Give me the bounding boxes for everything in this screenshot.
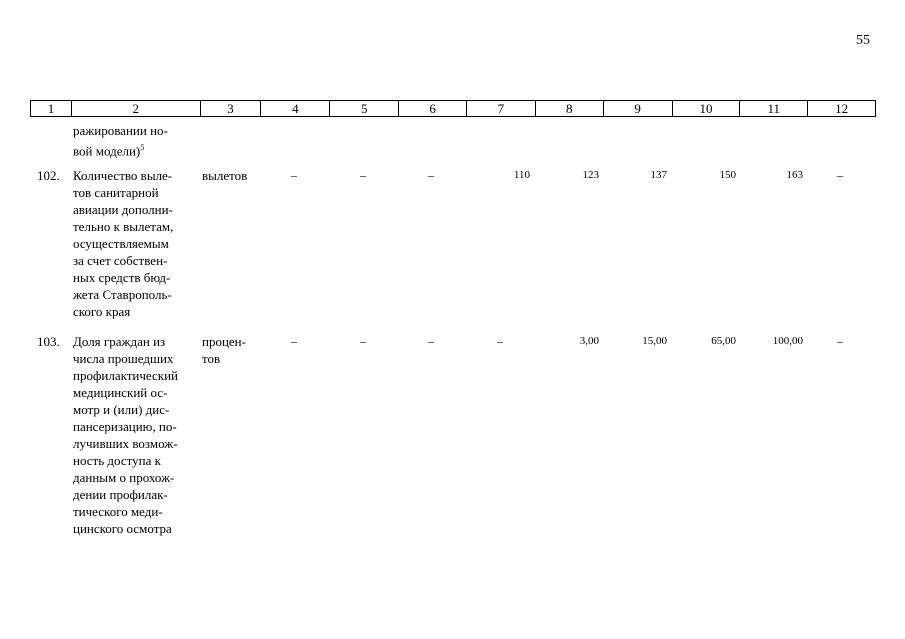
row-103-name-1: Доля граждан из (73, 334, 166, 349)
row-103-name-10: дении профилак- (73, 487, 168, 502)
row-102-col-6: – (428, 168, 434, 182)
row-103-col-7: – (497, 334, 503, 348)
header-col-10: 10 (672, 101, 740, 116)
page-number: 55 (856, 33, 870, 48)
row-103-unit-2: тов (202, 351, 221, 366)
table-header-row (30, 100, 876, 117)
row-103-name-11: тического меди- (73, 504, 163, 519)
header-col-11: 11 (739, 101, 807, 116)
row-102-name-4: тельно к вылетам, (73, 219, 174, 234)
row-103-col-8: 3,00 (579, 335, 599, 347)
row-102-col-12: – (837, 168, 843, 182)
footnote-mark: 5 (140, 143, 145, 152)
row-103-name-4: медицинский ос- (73, 385, 168, 400)
header-col-4: 4 (260, 101, 329, 116)
continued-text-line-1: ражировании но- (73, 123, 168, 138)
row-103-col-9: 15,00 (642, 335, 667, 347)
row-102-col-7: 110 (513, 169, 530, 181)
row-102-name-6: за счет собствен- (73, 253, 168, 268)
row-102-unit: вылетов (202, 168, 248, 183)
row-102-number: 102. (37, 168, 60, 183)
row-102-name-8: жета Ставрополь- (73, 287, 172, 302)
row-103-col-4: – (291, 334, 297, 348)
row-103-name-9: данным о прохож- (73, 470, 175, 485)
row-103-name-6: пансеризацию, по- (73, 419, 177, 434)
row-103-unit-1: процен- (202, 334, 246, 349)
row-103-col-12: – (837, 334, 843, 348)
header-col-2: 2 (71, 101, 200, 116)
header-col-5: 5 (329, 101, 398, 116)
row-102-col-8: 123 (582, 169, 599, 181)
header-col-7: 7 (466, 101, 535, 116)
header-col-6: 6 (398, 101, 466, 116)
row-102-name-7: ных средств бюд- (73, 270, 171, 285)
row-102-name-1: Количество выле- (73, 168, 173, 183)
header-col-3: 3 (200, 101, 261, 116)
row-103-col-6: – (428, 334, 434, 348)
header-col-9: 9 (603, 101, 672, 116)
row-103-name-5: мотр и (или) дис- (73, 402, 170, 417)
row-103-col-11: 100,00 (772, 335, 803, 347)
header-col-12: 12 (807, 101, 875, 116)
row-102-col-5: – (360, 168, 366, 182)
row-103-number: 103. (37, 334, 60, 349)
row-103-name-12: цинского осмотра (73, 521, 172, 536)
header-col-1: 1 (47, 101, 55, 116)
row-102-col-11: 163 (786, 169, 803, 181)
row-102-col-10: 150 (719, 169, 736, 181)
continued-text: вой модели) (73, 143, 141, 159)
row-102-name-2: тов санитарной (73, 185, 159, 200)
row-102-name-9: ского края (73, 304, 131, 319)
continued-text-line-2 (73, 139, 144, 159)
row-103-name-3: профилактический (73, 368, 179, 383)
row-102-col-9: 137 (650, 169, 667, 181)
row-102-name-3: авиации дополни- (73, 202, 173, 217)
row-103-name-8: ность доступа к (73, 453, 161, 468)
header-col-8: 8 (535, 101, 603, 116)
row-102-col-4: – (291, 168, 297, 182)
row-103-name-7: лучивших возмож- (73, 436, 178, 451)
row-103-col-10: 65,00 (711, 335, 736, 347)
row-103-col-5: – (360, 334, 366, 348)
row-103-name-2: числа прошедших (73, 351, 174, 366)
row-102-name-5: осуществляемым (73, 236, 169, 251)
